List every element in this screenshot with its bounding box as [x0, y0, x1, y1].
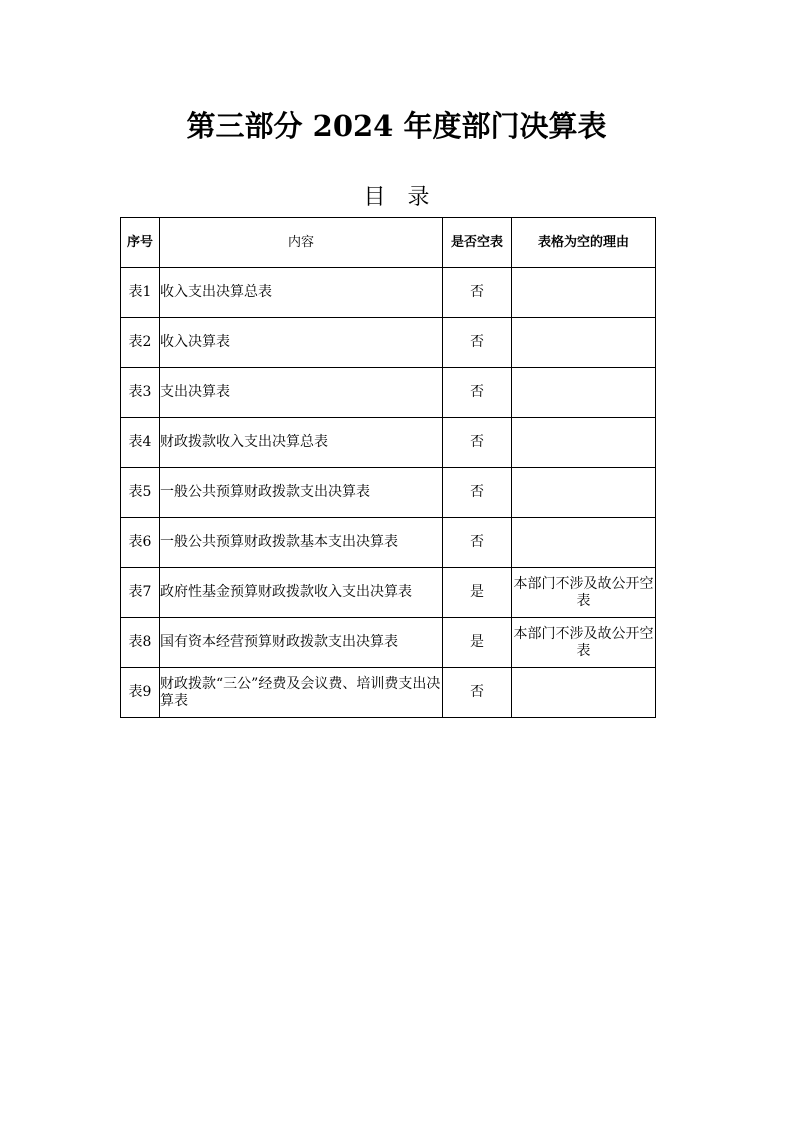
row-empty-reason: [512, 368, 656, 418]
row-number: 表4: [121, 418, 160, 468]
table-row: [121, 468, 656, 518]
row-number: 表7: [121, 568, 160, 618]
table-row: [121, 668, 656, 718]
row-number: 表2: [121, 318, 160, 368]
table-row: [121, 518, 656, 568]
row-empty-reason: 本部门不涉及故公开空表: [512, 568, 656, 618]
row-empty-reason: [512, 468, 656, 518]
row-is-empty: 是: [443, 618, 512, 668]
row-is-empty: 否: [443, 668, 512, 718]
row-content: 国有资本经营预算财政拨款支出决算表: [160, 618, 443, 668]
row-is-empty: 否: [443, 368, 512, 418]
row-content: 一般公共预算财政拨款基本支出决算表: [160, 518, 443, 568]
table-row: [121, 368, 656, 418]
row-number: 表9: [121, 668, 160, 718]
row-is-empty: 否: [443, 468, 512, 518]
row-number: 表1: [121, 268, 160, 318]
row-empty-reason: [512, 518, 656, 568]
row-content: 财政拨款收入支出决算总表: [160, 418, 443, 468]
row-empty-reason: [512, 268, 656, 318]
header-content: 内容: [160, 218, 443, 268]
row-empty-reason: 本部门不涉及故公开空表: [512, 618, 656, 668]
row-is-empty: 否: [443, 268, 512, 318]
row-content: 财政拨款“三公”经费及会议费、培训费支出决算表: [160, 668, 443, 718]
row-number: 表6: [121, 518, 160, 568]
row-number: 表5: [121, 468, 160, 518]
row-empty-reason: [512, 418, 656, 468]
table-row: [121, 268, 656, 318]
table-row: [121, 318, 656, 368]
header-empty-reason: 表格为空的理由: [512, 218, 656, 268]
row-is-empty: 否: [443, 418, 512, 468]
row-content: 一般公共预算财政拨款支出决算表: [160, 468, 443, 518]
row-content: 收入决算表: [160, 318, 443, 368]
row-number: 表8: [121, 618, 160, 668]
header-number: 序号: [121, 218, 160, 268]
header-is-empty: 是否空表: [443, 218, 512, 268]
catalog-table: [120, 217, 656, 718]
table-row: [121, 568, 656, 618]
row-empty-reason: [512, 668, 656, 718]
table-header-row: [121, 218, 656, 268]
row-is-empty: 否: [443, 318, 512, 368]
row-empty-reason: [512, 318, 656, 368]
row-is-empty: 是: [443, 568, 512, 618]
row-content: 收入支出决算总表: [160, 268, 443, 318]
table-row: [121, 618, 656, 668]
page-title: 第三部分 2024 年度部门决算表: [186, 109, 607, 143]
row-is-empty: 否: [443, 518, 512, 568]
row-number: 表3: [121, 368, 160, 418]
row-content: 支出决算表: [160, 368, 443, 418]
table-row: [121, 418, 656, 468]
row-content: 政府性基金预算财政拨款收入支出决算表: [160, 568, 443, 618]
catalog-subtitle: 目录: [363, 185, 452, 210]
